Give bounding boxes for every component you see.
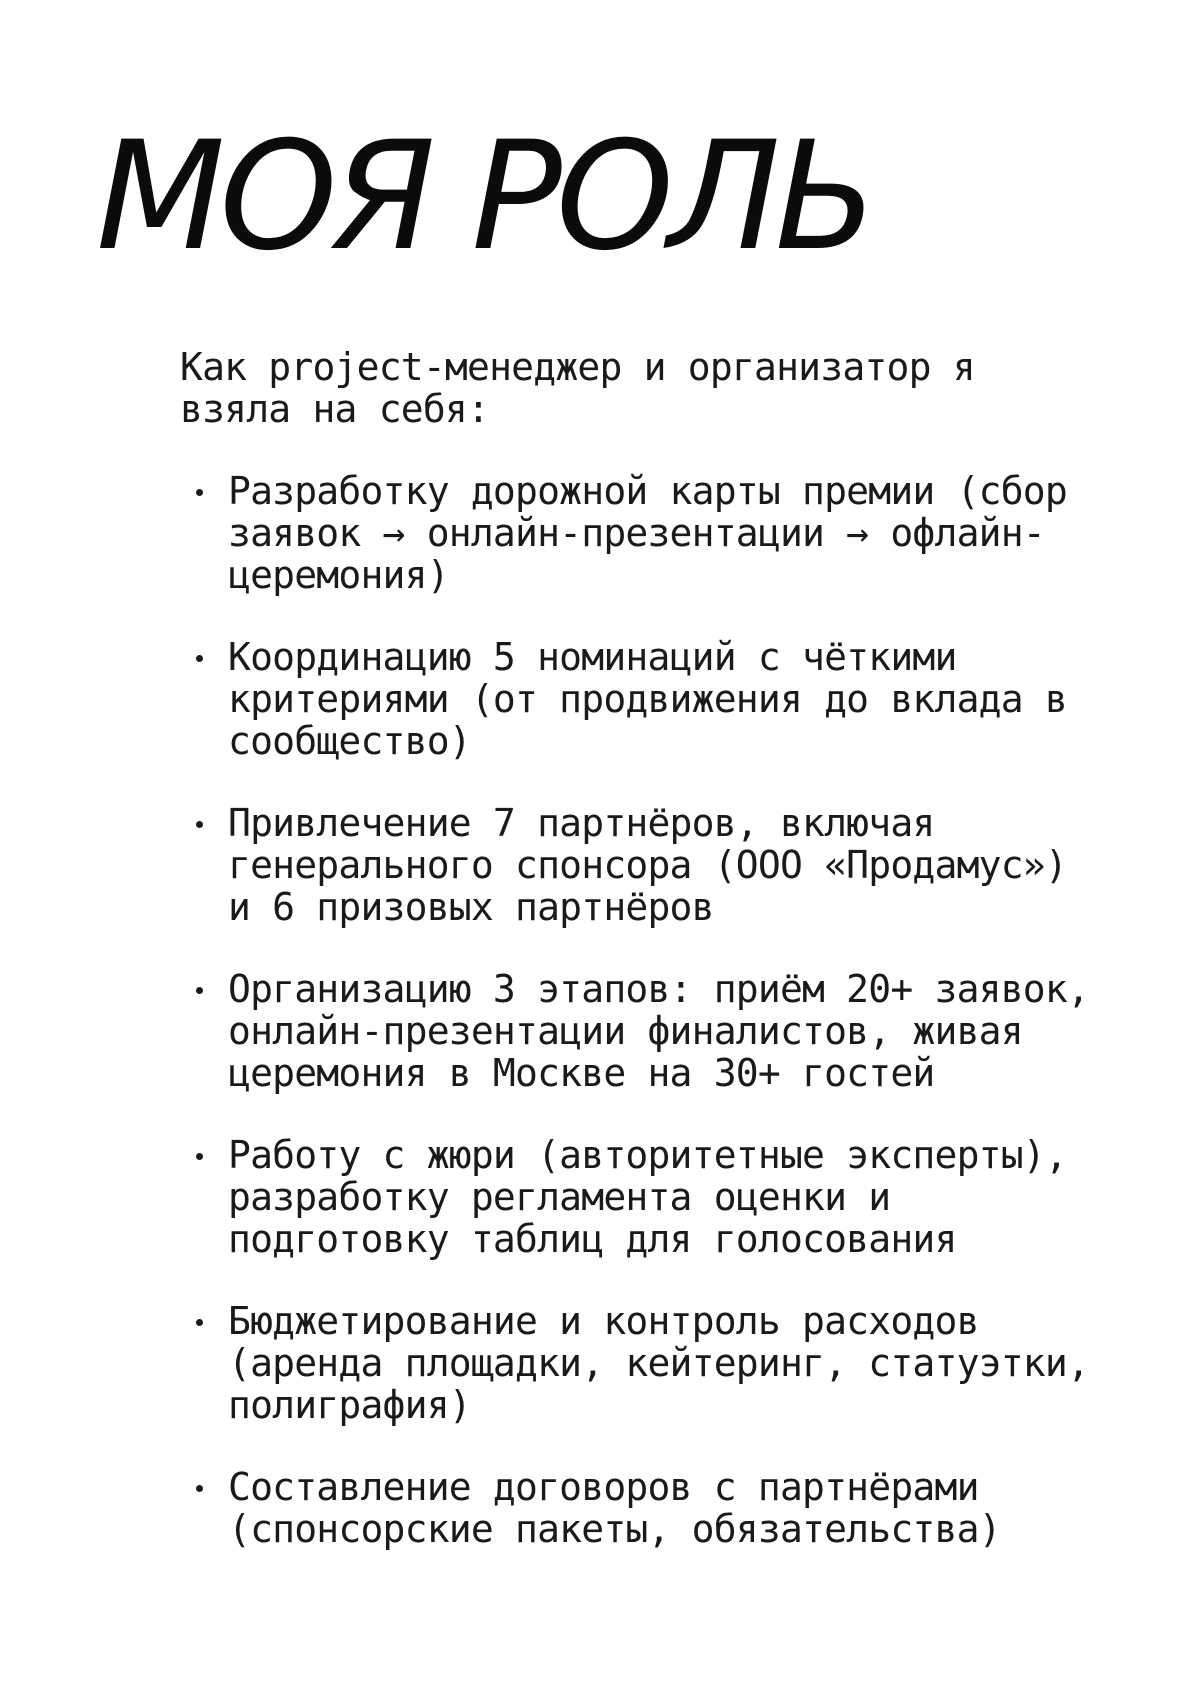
list-item-text: Бюджетирование и контроль расходов (аренда площадки, кейтеринг, статуэтки, полиграфия) — [228, 1299, 1090, 1427]
intro-text: Как project-менеджер и организатор я взяла на себя: — [180, 345, 975, 431]
list-item-text: Организацию 3 этапов: приём 20+ заявок, онлайн-презентации финалистов, живая церемония в Москве на 30+ гостей — [228, 967, 1090, 1095]
role-list — [180, 470, 1140, 1550]
bullet-icon — [196, 655, 203, 662]
list-item-text: Привлечение 7 партнёров, включая генерального спонсора (ООО «Продамус») и 6 призовых партнёров — [228, 801, 1067, 929]
list-item — [180, 1134, 1140, 1260]
page-title: МОЯ РОЛЬ — [96, 110, 872, 284]
bullet-icon — [196, 489, 203, 496]
list-item — [180, 1300, 1140, 1426]
list-item — [180, 968, 1140, 1094]
list-item — [180, 1466, 1140, 1550]
bullet-icon — [196, 821, 203, 828]
role-content — [180, 346, 1140, 1590]
bullet-icon — [196, 987, 203, 994]
list-item — [180, 470, 1140, 596]
list-item-text: Работу с жюри (авторитетные эксперты), разработку регламента оценки и подготовку таблиц для голосования — [228, 1133, 1067, 1261]
bullet-icon — [196, 1485, 203, 1492]
list-item-text: Координацию 5 номинаций с чёткими критериями (от продвижения до вклада в сообщество) — [228, 635, 1067, 763]
list-item-text: Составление договоров с партнёрами (спонсорские пакеты, обязательства) — [228, 1465, 1001, 1551]
bullet-icon — [196, 1153, 203, 1160]
list-item — [180, 802, 1140, 928]
bullet-icon — [196, 1319, 203, 1326]
list-item-text: Разработку дорожной карты премии (сбор заявок → онлайн-презентации → офлайн- церемония) — [228, 469, 1067, 597]
list-item — [180, 636, 1140, 762]
